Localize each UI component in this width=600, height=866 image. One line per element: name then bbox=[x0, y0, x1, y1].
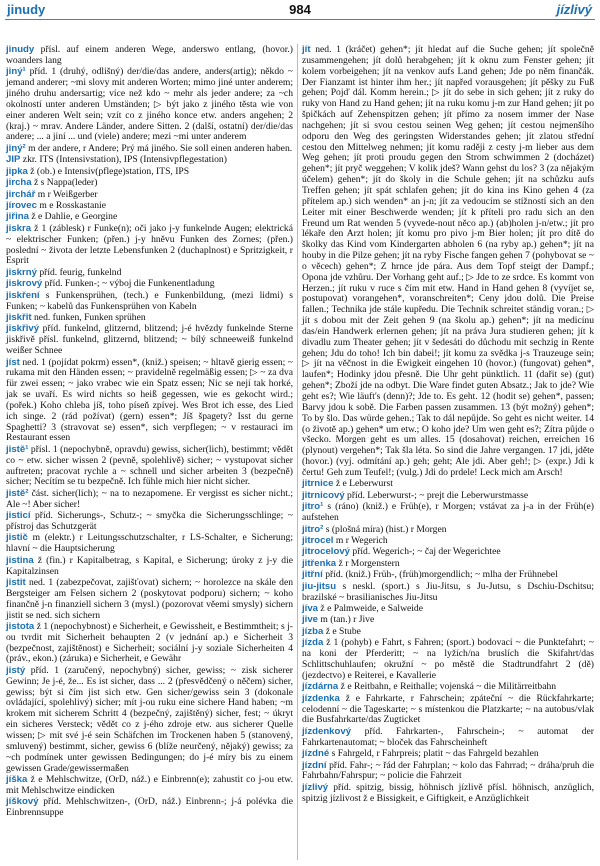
dictionary-entry bbox=[302, 638, 594, 681]
entry-definition: ž e Leberwurst bbox=[333, 478, 393, 490]
dictionary-entry bbox=[6, 291, 293, 313]
entry-headword: jinudy bbox=[6, 44, 35, 55]
entry-definition: příd. Fahr-; ~ řád der Fahrplan; ~ kolo das Fahrrad; ~ dráha/pruh die Fahrbahn/Fahrspur; ~ policie die Fahrzeit bbox=[302, 759, 594, 782]
dictionary-entry bbox=[6, 313, 293, 324]
entry-headword: jitro² bbox=[302, 523, 324, 535]
entry-definition: ned. 1 (kráčet) gehen*; jít hledat auf die Suche gehen; jít společně zusammengehen; jít dolů herabgehen; jít k oknu zum Fenster gehen; jít kolem vorbeigehen; jít na venkov aufs Land gehen; Jde po něm finančák. Der Fianzamt ist hinter ihm her.; jít napřed vorausgehen; jít pěšky zu Fuß gehen; Pojď dál. Komm herein.; ▷ jít do sebe in sich gehen; jít z ruky do ruky von Hand zu Hand gehen; jít na ruku komu j-m zur Hand gehen; jít po špičkách auf Zehenspitzen gehen; jít přímo za nosem immer der Nase nachgehen; jít si svou cestou seinen Weg gehen; jít cestou nejmenšího odporu den Weg des geringsten Widerstandes gehen; jít zlatou střední cestou den Mittelweg nehmen; jít komu raději z cesty j-m lieber aus dem Weg gehen; jít proti proudu gegen den Strom schwimmen 2 (docházet) gehen*; jít pryč weggehen; V kolik jdeš? Wann gehst du los? 3 (za nějakým účelem) gehen*; jít do školy in die Schule gehen; jít na schůzku aufs Treffen gehen; jít spát schlafen gehen; jít do kina ins Kino gehen 4 (za přítelem ap.) sich wenden* an j-n; jít za vedoucím se stížností sich an den Leiter mit einer Beschwerde wenden; jít k příteli pro radu sich an den Freund um Rat wenden 5 (vyvede-nout něco ap.) (ab)holen j-n/etw.; jít pro lékaře den Arzt holen; jít komu pro pivo j-m Bier holen; jít pro dítě do školky das Kind vom Kindergarten abholen 6 (na ryby ap.) gehen*; jít na houby in die Pilze gehen; jít na ryby Fische fangen gehen 7 (pohybovat se ~ o věcech) gehen*; Z hrnce jde pára. Aus dem Topf steigt der Dampf.; Opona jde vzhůru. Der Vorhang geht auf.; ▷ Jde to ze srdce. Es kommt von Herzen.; jít ruku v ruce s čím mit etw. Hand in Hand gehen 8 (vyvíjet se, postupovat) vorangehen*, voranschreiten*; Ceny jdou dolů. Die Preise fallen.; Technika jde stále kupředu. Die Technik schreitet ständig voran.; ▷ jít s dobou mit der Zeit gehen 9 (na školu ap.) gehen*; jít na medicínu das/ein Handwerk erlernen gehen; jít na práva Jura studieren gehen; jít k divadlu zum Theater gehen; jít v šedesáti do důchodu mit sechzig in Rente gehen; Jdu do toho! Ich bin dabei!; jít komu za svědka j-s Trauzeuge sein; ▷ jít na věčnost in die Ewigkeit eingehen 10 (hovor.) (fungovat) gehen*, laufen*; Hodinky jdou přesně. Die Uhr geht pünktlich. 11 (dařit se) (gut) gehen*; Zboží jde na odbyt. Die Ware findet guten Absatz.; Jak to jde? Wie geht es?; Wie läuft's (denn)?; Jde to. Es geht. 12 (hodit se) gehen*, passen; Barvy jdou k sobě. Die Farben passen zusammen. 13 (být možný) gehen*; To by šlo. Das würde gehen.; Tak to dál nepůjde. So geht es nicht weiter. 14 (o životě ap.) gehen* um etw.; O koho jde? Um wen geht es?; Zítra půjde o všecko. Morgen geht es um alles. 15 (dosahovat) reichen, erreichen 16 (plynout) vergehen*; Tak šla léta. So sind die Jahre vergangen. 17 jdi, jděte (hovor.) (vyj. odmítání ap.) geh; geht; Ale jdi. Aber geh!; ▷ (expr.) Jdi k čertu! Geh zum Teufel!; (vulg.) Jdi do prdele! Leck mich am Arsch! bbox=[302, 44, 594, 478]
dictionary-entry bbox=[6, 324, 293, 357]
entry-headword: jiskrný bbox=[6, 266, 37, 278]
entry-definition: příd. 1 (zaručený, nepochybný) sicher, gewiss; ~ zisk sicherer Gewinn; Je j-é, že... Es ist sicher, dass ... 2 (přesvědčený o něčem) sicher, gewiss; být si čím jist sich etw. Gen sicher/gewiss sein 3 (dokonale ovládající, spolehlivý) sicher; mít j-ou ruku eine sichere Hand haben; ~m krokem mit sicherem Schritt 4 (bezpečný, zajištěný) sicher, fest; ~ úkryt ein sicheres Versteck; vědět co z j-ého zdroje etw. aus sicherer Quelle wissen; ▷ mít své j-é sein Schäfchen im Trockenen haben 5 (stanovený, smluvený) bestimmt, sicher, gewiss 6 (blíže neurčený, nějaký) gewiss; za ~ch podmínek unter gewissen Bedingungen; do j-é míry bis zu einem gewissen Grade/gewissermaßen bbox=[6, 664, 293, 774]
entry-headword: jiskrový bbox=[6, 278, 43, 290]
entry-definition: m der andere, r Andere; Prý má jiného. Sie soll einen anderen haben. bbox=[25, 142, 293, 154]
entry-headword: jiu-jitsu bbox=[302, 580, 337, 592]
entry-headword: jistý bbox=[6, 664, 26, 676]
entry-headword: jistě² bbox=[6, 487, 29, 499]
entry-definition: zkr. ITS (Intensivstation), IPS (Intensivpflegestation) bbox=[20, 154, 227, 166]
entry-definition: m e Rosskastanie bbox=[36, 199, 106, 211]
entry-headword: jitřenka bbox=[302, 557, 337, 569]
entry-headword: jíst bbox=[6, 356, 20, 368]
dictionary-entry bbox=[302, 783, 594, 805]
entry-definition: s neskl. (sport.) s Jiu-Jitsu, s Ju-Jutsu, s Dschiu-Dschitsu; brazilské ~ brasilianisches Jiu-Jitsu bbox=[302, 580, 594, 603]
entry-headword: jirchář bbox=[6, 188, 36, 200]
dictionary-entry bbox=[6, 178, 293, 189]
dictionary-entry bbox=[6, 268, 293, 279]
dictionary-entry bbox=[6, 144, 293, 155]
dictionary-entry bbox=[6, 797, 293, 819]
dictionary-entry bbox=[6, 489, 293, 511]
entry-definition: s Funkensprühen, (tech.) e Funkenbildung, (mezi lidmi) s Funken; ~ kabelů das Funkensprühen von Kabeln bbox=[6, 289, 293, 312]
entry-definition: ž r Morgenstern bbox=[336, 557, 400, 569]
dictionary-entry bbox=[6, 358, 293, 445]
entry-headword: jíška bbox=[6, 773, 28, 785]
entry-definition: příd. Wegerich-; ~ čaj der Wegerichtee bbox=[350, 546, 501, 558]
entry-definition: ned. funken, Funken sprühen bbox=[31, 311, 146, 323]
entry-headword: jitrnicový bbox=[302, 489, 345, 501]
entry-definition: s (ráno) (kniž.) e Früh(e), r Morgen; vstávat za j-a in der Früh(e) aufstehen bbox=[302, 501, 594, 524]
entry-headword: jiný² bbox=[6, 142, 26, 154]
entry-definition: ž (fin.) r Kapitalbetrag, s Kapital, e Sicherung; úroky z j-y die Kapitalzinsen bbox=[6, 554, 293, 577]
dictionary-entry bbox=[302, 45, 594, 479]
page-number: 984 bbox=[289, 2, 311, 17]
entry-headword: jízba bbox=[302, 625, 324, 637]
entry-definition: příd. spitzig, bissig, höhnisch jízlivě přísl. höhnisch, anzüglich, spitzig jízlivost ž e Bissigkeit, e Giftigkeit, e Anzüglichkeit bbox=[302, 781, 594, 804]
entry-definition: ned. 1 (pojídat pokrm) essen*, (kniž.) speisen; ~ hltavě gierig essen; ~ rukama mit den Händen essen; ~ pravidelně regelmäßig essen; ▷ ~ za dva für zwei essen; ~ jako vrabec wie ein Spatz essen; Nic se nejí tak horké, jak se uvaří. Es wird nichts so heiß gegessen, wie es gekocht wird.; (pořek.) Koho chleba jíš, toho píseň zpívej. Wes Brot ich esse, des Lied ich singe. 2 (rád požívat) (gern) essen*; Jíš špagety? Isst du gerne Spaghetti? 3 (stravovat se) essen*, sich verpflegen; ~ v restauraci im Restaurant essen bbox=[6, 356, 293, 444]
entry-definition: m r Wegerich bbox=[333, 534, 388, 546]
entry-definition: příd. funkelnd, glitzernd, blitzend; j-é hvězdy funkelnde Sterne jiskřivě přísl. funkelnd, glitzernd, blitzend; ~ bílý schneeweiß funkelnd weißer Schnee bbox=[6, 323, 293, 357]
entry-definition: část. sicher(lich); ~ na to nezapomene. Er vergisst es sicher nicht.; Ale ~! Aber sicher! bbox=[6, 487, 293, 510]
dictionary-entry bbox=[302, 761, 594, 783]
entry-definition: ž 1 (záblesk) r Funke(n); oči jako j-y funkelnde Augen; elektrická ~ elektrischer Funken; (přen.) j-y hněvu Funken des Zornes; (přen.) poslední ~ života der letzte Lebensfunken 2 (duchaplnost) e Spritzigkeit, r Esprit bbox=[6, 222, 293, 267]
dictionary-entry bbox=[6, 279, 293, 290]
dictionary-entry bbox=[6, 622, 293, 665]
entry-definition: příd. 1 (druhý, odlišný) der/die/das andere, anders(artig); někdo ~ jemand anderer; ~mi slovy mit anderen Worten; mimo jiné unter anderem; jiného druhu andersartig; více než kdo ~ mehr als jeder andere; za ~ch okolností unter anderen Umständen; ▷ být jako z jiného těsta wie von einer anderen Welt sein; vzít co z jiného konce etw. anders angehen; 2 (kraj.) ~ mrav. Andere Länder, andere Sitten. 2 (další, ostatní) der/die/das andere; ... a jiní ... und (viele) andere; mezi ~mi unter anderem bbox=[6, 66, 293, 143]
entry-headword: JIP bbox=[6, 154, 21, 166]
entry-definition: m (elektr.) r Leitungsschutzschalter, r LS-Schalter, e Sicherung; hlavní ~ die Hauptsicherung bbox=[6, 532, 293, 555]
dictionary-entry bbox=[302, 749, 594, 760]
dictionary-entry bbox=[6, 167, 293, 178]
entry-definition: přísl. auf einem anderen Wege, anderswo entlang, (hovor.) woanders lang bbox=[6, 44, 293, 66]
dictionary-entry bbox=[6, 775, 293, 797]
entry-headword: jitro¹ bbox=[302, 501, 324, 513]
dictionary-entry bbox=[6, 556, 293, 578]
dictionary-entry bbox=[302, 604, 594, 615]
entry-headword: jisticí bbox=[6, 510, 31, 522]
entry-definition: ž e Dahlie, e Georgine bbox=[28, 211, 118, 223]
dictionary-entry bbox=[302, 547, 594, 558]
entry-definition: příd. Sicherungs-, Schutz-; ~ smyčka die Sicherungsschlinge; ~ přístroj das Schutzgerät bbox=[6, 510, 293, 532]
entry-headword: jiskřivý bbox=[6, 323, 40, 335]
entry-headword: jitrocel bbox=[302, 534, 334, 546]
entry-headword: jízda bbox=[302, 637, 324, 649]
entry-headword: jiskřit bbox=[6, 311, 32, 323]
header-rule bbox=[5, 19, 595, 20]
entry-headword: jít bbox=[302, 44, 311, 55]
dictionary-entry bbox=[302, 582, 594, 604]
dictionary-entry bbox=[6, 578, 293, 621]
entry-headword: jiskra bbox=[6, 222, 32, 234]
entry-headword: jistit bbox=[6, 576, 26, 588]
dictionary-entry bbox=[6, 666, 293, 774]
entry-headword: jistina bbox=[6, 554, 34, 566]
entry-headword: jízdné bbox=[302, 748, 330, 760]
entry-headword: jízdní bbox=[302, 759, 327, 771]
dictionary-entry bbox=[302, 491, 594, 502]
dictionary-entry bbox=[6, 201, 293, 212]
dictionary-entry bbox=[302, 615, 594, 626]
entry-definition: příd. Mehlschwitzen-, (OrD, náž.) Einbrenn-; j-á polévka die Einbrennsuppe bbox=[6, 796, 293, 819]
header-last-headword: jízlivý bbox=[556, 2, 592, 17]
entry-definition: s (plošná míra) (hist.) r Morgen bbox=[323, 523, 447, 535]
entry-definition: m (tan.) r Jive bbox=[318, 614, 375, 626]
entry-definition: ž e Fahrkarte, r Fahrschein; zpáteční ~ die Rückfahrkarte; celodenní ~ die Tageskarte; ~ s místenkou die Platzkarte; ~ na autobus/vlak die Busfahrkarte/das Zugticket bbox=[302, 692, 594, 726]
entry-headword: jíva bbox=[302, 602, 319, 614]
entry-definition: ž (ob.) e Intensiv(pflege)station, ITS, IPS bbox=[27, 165, 190, 177]
header-first-headword: jinudy bbox=[7, 2, 46, 17]
dictionary-entry bbox=[302, 570, 594, 581]
entry-definition: příd. Funken-; ~ výboj die Funkenentladung bbox=[42, 278, 215, 290]
entry-headword: jistota bbox=[6, 620, 35, 632]
dictionary-entry bbox=[6, 155, 293, 166]
dictionary-entry bbox=[302, 525, 594, 536]
dictionary-entry bbox=[6, 212, 293, 223]
right-column bbox=[302, 45, 594, 805]
dictionary-entry bbox=[6, 533, 293, 555]
entry-headword: jitrnice bbox=[302, 478, 334, 490]
dictionary-entry bbox=[302, 682, 594, 693]
entry-headword: jipka bbox=[6, 165, 28, 177]
left-column bbox=[6, 45, 293, 820]
entry-headword: jiskření bbox=[6, 289, 40, 301]
entry-definition: příd. Leberwurst-; ~ prejt die Leberwurstmasse bbox=[344, 489, 529, 501]
entry-definition: ž s Nappa(leder) bbox=[31, 177, 98, 189]
entry-headword: jízdárna bbox=[302, 681, 339, 693]
entry-headword: jiný¹ bbox=[6, 66, 26, 78]
entry-headword: jírovec bbox=[6, 199, 37, 211]
entry-definition: příd. (kniž.) Früh-, (früh)morgendlich; ~ mlha der Frühnebel bbox=[322, 569, 558, 581]
entry-definition: příd. feurig, funkelnd bbox=[36, 266, 122, 278]
entry-headword: jízlivý bbox=[302, 781, 329, 793]
entry-definition: ned. 1 (zabezpečovat, zajišťovat) sichern; ~ horolezce na skále den Bergsteiger am Felsen sichern 2 (poskytovat podporu) sichern; ~ koho finančně j-n finanziell sichern 3 (mysl.) (pozorovat věemi smysly) sichern jistit se ned. sich sichern bbox=[6, 576, 293, 621]
page-header bbox=[0, 0, 600, 19]
entry-headword: jízdenka bbox=[302, 692, 340, 704]
entry-definition: ž 1 (pohyb) e Fahrt, s Fahren; (sport.) bodovací ~ die Punktefahrt; ~ na koni der Pferderitt; ~ na lyžích/na bruslích die Skifahrt/das Schlittschuhlaufen; okružní ~ po městě die Stadtrundfahrt 2 (dě) (jezdectvo) e Reiterei, e Kavallerie bbox=[302, 637, 594, 681]
entry-headword: jive bbox=[302, 614, 319, 626]
column-divider bbox=[297, 44, 298, 860]
entry-headword: jitrocelový bbox=[302, 546, 350, 558]
dictionary-entry bbox=[302, 502, 594, 524]
dictionary-entry bbox=[6, 190, 293, 201]
entry-headword: jircha bbox=[6, 177, 32, 189]
entry-headword: jistič bbox=[6, 532, 28, 544]
entry-headword: jíškový bbox=[6, 796, 39, 808]
entry-definition: m r Weißgerber bbox=[35, 188, 98, 200]
dictionary-entry bbox=[6, 445, 293, 488]
entry-definition: s Fahrgeld, r Fahrpreis; platit ~ das Fahrgeld bezahlen bbox=[329, 748, 539, 760]
dictionary-entry bbox=[6, 511, 293, 533]
entry-definition: ž e Mehlschwitze, (OrD, náž.) e Einbrenn(e); zahustit co j-ou etw. mit Mehlschwitze eindicken bbox=[6, 773, 293, 796]
dictionary-entry bbox=[6, 67, 293, 143]
entry-definition: ž e Palmweide, e Salweide bbox=[318, 602, 423, 614]
entry-definition: ž e Stube bbox=[323, 625, 361, 637]
entry-definition: ž 1 (nepochybnost) e Sicherheit, e Gewissheit, e Bestimmtheit; s j-ou tvrdit mit Sicherheit behaupten 2 (v jednání ap.) e Sicherheit 3 (bezpečnost, zajištěnost) e Sicherheit; sociální j-y soziale Sicherheiten 4 (práv., ekon.) (záruka) e Sicherheit, e Gewähr bbox=[6, 620, 293, 665]
entry-headword: jitřní bbox=[302, 569, 323, 581]
entry-definition: příd. Fahrkarten-, Fahrschein-; ~ automat der Fahrkartenautomat; ~ bloček das Fahrscheinheft bbox=[302, 725, 594, 748]
dictionary-entry bbox=[302, 559, 594, 570]
dictionary-entry bbox=[302, 536, 594, 547]
entry-headword: jistě¹ bbox=[6, 443, 29, 455]
dictionary-entry bbox=[302, 627, 594, 638]
entry-definition: ž e Reitbahn, e Reithalle; vojenská ~ die Militärreitbahn bbox=[338, 681, 557, 693]
dictionary-entry bbox=[302, 727, 594, 749]
dictionary-entry bbox=[6, 45, 293, 67]
entry-definition: přísl. 1 (nepochybně, opravdu) gewiss, sicher(lich), bestimmt; vědět co ~ etw. sicher wissen 2 (pevně, spolehlivě) sicher; ~ vystupovat sicher auftreten; pracovat rychle a ~ schnell und sicher arbeiten 3 (bezpečně) sicher; Necítím se tu bezpečně. Ich fühle mich hier nicht sicher. bbox=[6, 443, 293, 488]
dictionary-entry bbox=[6, 224, 293, 267]
entry-headword: jiřina bbox=[6, 211, 29, 223]
dictionary-entry bbox=[302, 479, 594, 490]
dictionary-entry bbox=[302, 694, 594, 727]
entry-headword: jízdenkový bbox=[302, 725, 352, 737]
